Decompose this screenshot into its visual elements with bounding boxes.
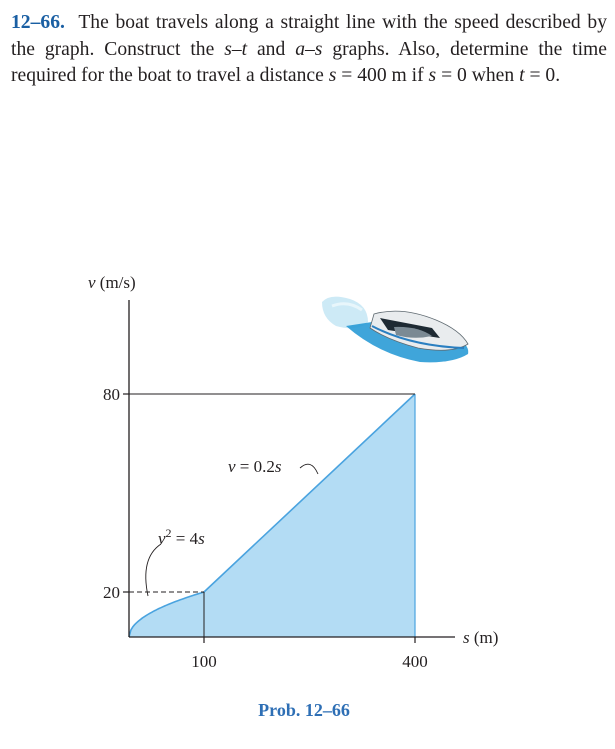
curve1-exponent: 2 <box>165 526 172 540</box>
var-t: t <box>519 65 525 86</box>
var-s: s <box>314 38 323 60</box>
dash: – <box>304 38 315 60</box>
y-tick-label-80: 80 <box>103 385 120 404</box>
var-s: s <box>328 65 337 86</box>
var-a: a <box>295 38 305 60</box>
dash: – <box>231 38 242 60</box>
x-axis-label <box>463 628 498 647</box>
x-axis-var: s <box>463 628 470 647</box>
curve2-leader <box>300 464 318 474</box>
curve1-leader <box>146 544 161 596</box>
x-tick-label-400: 400 <box>402 652 428 671</box>
y-axis-var: v <box>88 273 96 292</box>
curve1-eq: = 4 <box>171 529 199 548</box>
word-and: and <box>256 38 286 60</box>
curve1-var-s: s <box>198 529 205 548</box>
curve2-label <box>228 457 282 476</box>
x-tick-label-100: 100 <box>191 652 217 671</box>
equation-text: = 0 when <box>441 65 515 86</box>
curve1-label <box>158 526 205 548</box>
equation-text: = 400 m if <box>341 65 424 86</box>
problem-sentence: The boat travels along a straight line with the speed described by the graph. Construct the <box>11 12 607 60</box>
figure-caption: Prob. 12–66 <box>258 700 350 720</box>
var-t: t <box>241 38 248 60</box>
equation-text: = 0. <box>529 65 561 86</box>
problem-sentence-end: graphs. Also, determine the time required for the boat to travel a distance <box>11 38 607 86</box>
curve2-var-v: v <box>228 457 236 476</box>
area-under-curve <box>129 394 415 637</box>
x-axis-unit: (m) <box>469 628 499 647</box>
wake-spray <box>322 297 368 329</box>
problem-number: 12–66. <box>11 12 65 33</box>
curve1-var-v: v <box>158 529 166 548</box>
curve2-var-s: s <box>274 457 282 476</box>
y-axis-label <box>88 273 136 292</box>
y-axis-unit: (m/s) <box>95 273 136 292</box>
boat-illustration <box>322 297 468 363</box>
y-tick-label-20: 20 <box>103 583 120 602</box>
var-s: s <box>224 38 232 60</box>
curve2-eq: = 0.2 <box>235 457 275 476</box>
var-s: s <box>428 65 437 86</box>
